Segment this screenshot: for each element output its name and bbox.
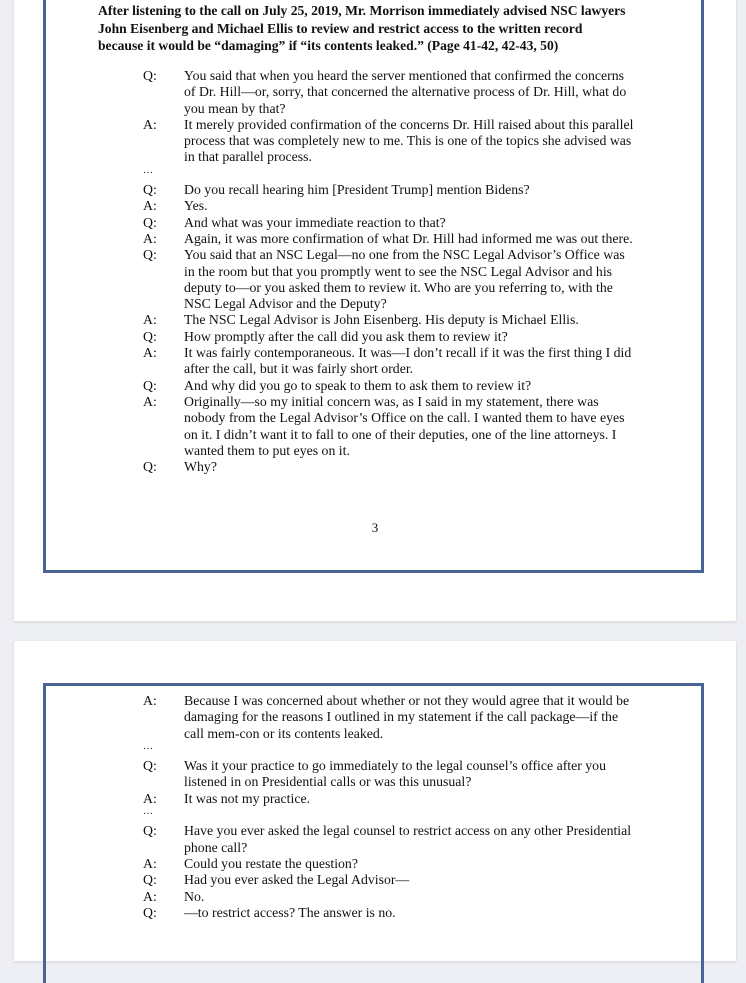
text-line: wanted them to put eyes on it. [184,442,350,458]
text-line: in the room but that you promptly went to see the NSC Legal Advisor and his [184,263,613,279]
speaker-label: Q: [143,459,157,475]
answer-entry [143,231,633,247]
entry-text [184,247,625,312]
speaker-label: A: [143,888,157,904]
answer-entry [143,791,631,807]
text-line: call mem-con or its contents leaked. [184,725,384,741]
text-line: in that parallel process. [184,149,312,165]
speaker-label: Q: [143,247,157,263]
ellipsis: … [143,164,154,176]
answer-entry [143,117,633,166]
transcript-qa [143,693,631,921]
question-entry [143,182,633,198]
speaker-label: Q: [143,328,157,344]
text-line: Yes. [184,198,208,214]
text-line: nobody from the Legal Advisor’s Office on the call. I wanted them to have eyes [184,410,625,426]
speaker-label: A: [143,855,157,871]
section-heading [98,2,625,55]
text-line: deputy to—or you asked them to review it. Who are you referring to, with the [184,279,613,295]
entry-text [184,459,217,475]
question-entry [143,905,631,921]
entry-text [184,198,208,214]
speaker-label: A: [143,312,157,328]
answer-entry [143,394,633,459]
answer-entry [143,345,633,378]
transcript-qa [143,68,633,475]
text-line: after the call, but it was fairly short order. [184,361,414,377]
ellipsis: … [143,806,154,818]
text-line: You said that when you heard the server mentioned that confirmed the concerns [184,68,624,83]
speaker-label: A: [143,230,157,246]
text-line: Had you ever asked the Legal Advisor— [184,872,410,888]
entry-text [184,345,631,378]
entry-text [184,693,629,742]
heading-line: John Eisenberg and Michael Ellis to review and restrict access to the written record [98,20,583,36]
speaker-label: Q: [143,823,157,839]
text-line: phone call? [184,839,248,855]
speaker-label: A: [143,393,157,409]
text-line: Why? [184,459,217,475]
speaker-label: Q: [143,68,157,83]
text-line: Do you recall hearing him [President Trump] mention Bidens? [184,182,530,198]
speaker-label: Q: [143,214,157,230]
text-line: It was not my practice. [184,790,311,806]
text-line: Have you ever asked the legal counsel to restrict access on any other Presidential [184,823,632,839]
answer-entry [143,856,631,872]
heading-line: because it would be “damaging” if “its contents leaked.” (Page 41-42, 42-43, 50) [98,38,559,54]
text-line: And why did you go to speak to them to ask them to review it? [184,377,532,393]
entry-text [184,329,508,345]
text-line: —to restrict access? The answer is no. [184,904,396,920]
question-entry [143,378,633,394]
ellipsis: … [143,740,154,752]
text-line: Was it your practice to go immediately to the legal counsel’s office after you [184,758,606,774]
speaker-label: A: [143,790,157,806]
text-line: Could you restate the question? [184,855,358,871]
question-entry [143,823,631,856]
heading-line: After listening to the call on July 25, 2019, Mr. Morrison immediately advised NSC lawyers [98,3,626,18]
entry-text [184,312,579,328]
text-line: damaging for the reasons I outlined in my statement if the call package—if the [184,709,619,725]
question-entry [143,329,633,345]
answer-entry [143,889,631,905]
entry-text [184,872,409,888]
document-page-4 [14,641,736,961]
entry-text [184,215,446,231]
entry-text [184,823,631,856]
question-entry [143,247,633,312]
text-line: It merely provided confirmation of the concerns Dr. Hill raised about this parallel [184,116,634,132]
entry-text [184,394,624,459]
speaker-label: A: [143,198,157,214]
text-line: Because I was concerned about whether or not they would agree that it would be [184,693,630,708]
text-line: process that was completely new to me. This is one of the topics she advised was [184,133,632,149]
entry-text [184,117,633,166]
speaker-label: Q: [143,872,157,888]
text-line: of Dr. Hill—or, sorry, that concerned the alternative process of Dr. Hill, what do [184,84,627,100]
entry-text [184,856,358,872]
text-line: listened in on Presidential calls or was this unusual? [184,774,472,790]
question-entry [143,872,631,888]
answer-entry [143,312,633,328]
speaker-label: A: [143,693,157,708]
speaker-label: Q: [143,377,157,393]
speaker-label: Q: [143,758,157,774]
text-line: The NSC Legal Advisor is John Eisenberg. His deputy is Michael Ellis. [184,312,579,328]
question-entry [143,215,633,231]
speaker-label: A: [143,345,157,361]
text-line: NSC Legal Advisor and the Deputy? [184,296,387,312]
entry-text [184,378,531,394]
answer-entry [143,693,631,742]
question-entry [143,758,631,791]
question-entry [143,459,633,475]
text-line: Again, it was more confirmation of what Dr. Hill had informed me was out there. [184,230,633,246]
entry-text [184,182,530,198]
text-line: You said that an NSC Legal—no one from the NSC Legal Advisor’s Office was [184,247,625,263]
entry-text [184,758,606,791]
speaker-label: Q: [143,182,157,198]
ellipsis-separator [143,742,631,758]
text-line: It was fairly contemporaneous. It was—I don’t recall if it was the first thing I did [184,345,632,361]
speaker-label: A: [143,116,157,132]
entry-text [184,889,204,905]
document-page-3 [14,0,736,621]
ellipsis-separator [143,166,633,182]
text-line: you mean by that? [184,100,286,116]
entry-text [184,68,626,117]
ellipsis-separator [143,807,631,823]
speaker-label: Q: [143,904,157,920]
entry-text [184,231,633,247]
text-line: No. [184,888,205,904]
entry-text [184,791,310,807]
answer-entry [143,198,633,214]
text-line: Originally—so my initial concern was, as I said in my statement, there was [184,393,599,409]
page-number: 3 [371,520,379,535]
question-entry [143,68,633,117]
entry-text [184,905,396,921]
text-line: And what was your immediate reaction to that? [184,214,446,230]
text-line: on it. I didn’t want it to fall to one of their deputies, one of the line attorneys. I [184,426,617,442]
text-line: How promptly after the call did you ask them to review it? [184,328,508,344]
